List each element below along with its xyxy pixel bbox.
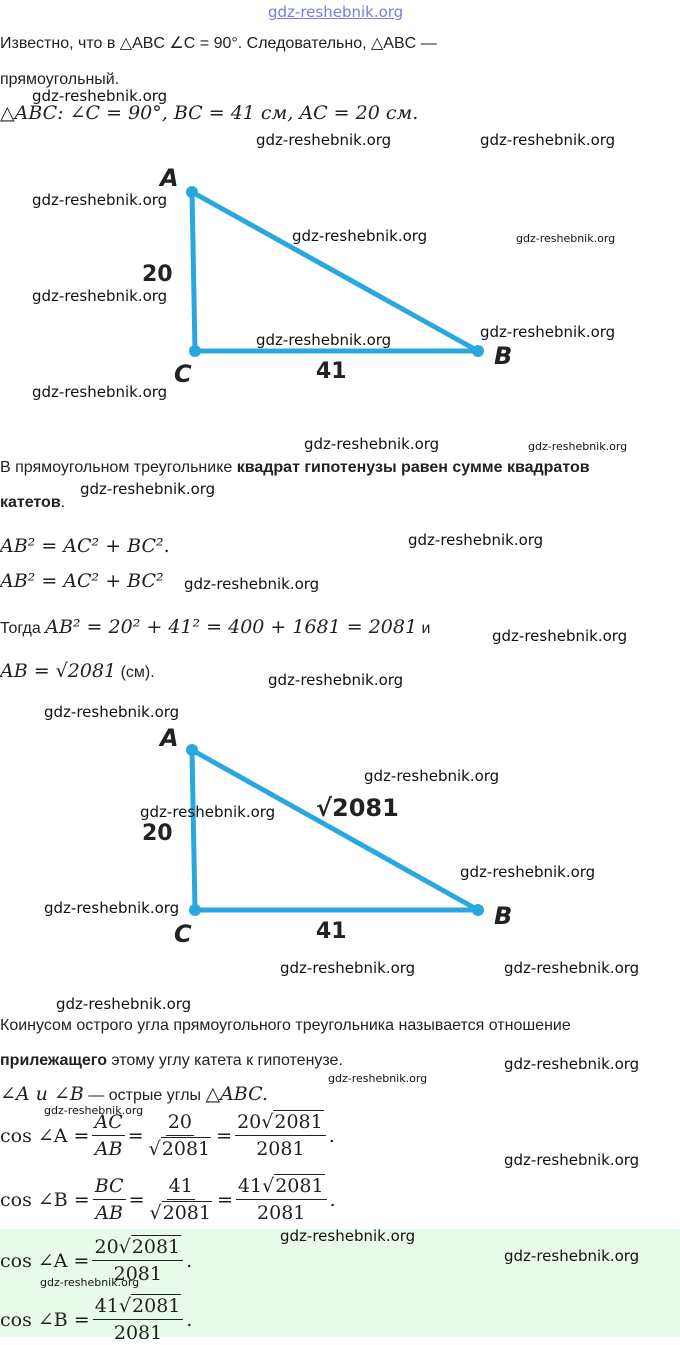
label-c: C: [174, 920, 192, 948]
acute-angles-line: ∠A и ∠B — острые углы △ABC.: [0, 1083, 269, 1105]
vertex-a: [186, 744, 198, 756]
label-bc: 41: [316, 919, 347, 944]
cos-b-derivation: cos ∠B = $\frac{BC}{AB}$ = $\frac{41}{√2081}$ = $\frac{41√2081}{2081}$ .: [0, 1175, 336, 1224]
watermark: gdz-reshebnik.org: [140, 803, 276, 821]
equation-3: Тогда AB² = 20² + 41² = 400 + 1681 = 2081 и: [0, 616, 431, 638]
watermark: gdz-reshebnik.org: [56, 995, 192, 1013]
vertex-c: [189, 345, 201, 357]
watermark: gdz-reshebnik.org: [504, 1151, 640, 1169]
watermark: gdz-reshebnik.org: [504, 1055, 640, 1073]
watermark: gdz-reshebnik.org: [516, 232, 616, 245]
watermark: gdz-reshebnik.org: [480, 323, 616, 341]
label-a: A: [160, 724, 179, 752]
label-ac: 20: [142, 262, 173, 287]
watermark: gdz-reshebnik.org: [504, 959, 640, 977]
vertex-c: [189, 904, 201, 916]
definition-line-1: Коинусом острого угла прямоугольного треугольника называется отношение: [0, 1017, 571, 1034]
side-ac: [192, 192, 195, 351]
vertex-b: [472, 904, 484, 916]
equation-2: AB² = AC² + BC²: [0, 570, 164, 592]
watermark: gdz-reshebnik.org: [504, 1247, 640, 1265]
watermark: gdz-reshebnik.org: [280, 1227, 416, 1245]
watermark: gdz-reshebnik.org: [492, 627, 628, 645]
watermark: gdz-reshebnik.org: [44, 1104, 144, 1117]
watermark: gdz-reshebnik.org: [256, 131, 392, 149]
watermark: gdz-reshebnik.org: [292, 227, 428, 245]
label-ab: √2081: [316, 794, 399, 822]
vertex-a: [186, 186, 198, 198]
intro-line-2: прямоугольный.: [0, 71, 120, 88]
vertex-b: [472, 345, 484, 357]
watermark: gdz-reshebnik.org: [184, 575, 320, 593]
side-ac: [192, 750, 195, 910]
watermark: gdz-reshebnik.org: [256, 331, 392, 349]
theorem-line-1: В прямоугольном треугольнике квадрат гипотенузы равен сумме квадратов: [0, 459, 590, 476]
equation-1: AB² = AC² + BC².: [0, 535, 170, 557]
watermark: gdz-reshebnik.org: [32, 287, 168, 305]
watermark: gdz-reshebnik.org: [480, 131, 616, 149]
watermark: gdz-reshebnik.org: [44, 703, 180, 721]
watermark: gdz-reshebnik.org: [32, 191, 168, 209]
label-bc: 41: [316, 359, 347, 384]
label-b: B: [494, 902, 513, 930]
label-c: C: [174, 360, 192, 388]
label-a: A: [160, 164, 179, 192]
definition-line-2: прилежащего этому углу катета к гипотенузе.: [0, 1052, 343, 1069]
watermark: gdz-reshebnik.org: [280, 959, 416, 977]
watermark: gdz-reshebnik.org: [528, 440, 628, 453]
side-ab: [192, 192, 478, 351]
watermark: gdz-reshebnik.org: [80, 480, 216, 498]
cos-a-derivation: cos ∠A = $\frac{AC}{AB}$ = $\frac{20}{√2081}$ = $\frac{20√2081}{2081}$ .: [0, 1111, 335, 1160]
intro-line-1: Известно, что в △ABC ∠C = 90°. Следовательно, △ABC —: [0, 35, 437, 52]
equation-4: AB = √2081 (см).: [0, 660, 155, 682]
watermark: gdz-reshebnik.org: [32, 87, 168, 105]
watermark: gdz-reshebnik.org: [44, 899, 180, 917]
triangle-figure-2: [0, 710, 680, 960]
watermark: gdz-reshebnik.org: [328, 1072, 428, 1085]
watermark: gdz-reshebnik.org: [364, 767, 500, 785]
watermark: gdz-reshebnik.org: [268, 671, 404, 689]
label-b: B: [494, 342, 513, 370]
watermark: gdz-reshebnik.org: [40, 1276, 140, 1289]
given-line: △ABC: ∠C = 90°, BC = 41 см, AC = 20 см.: [0, 102, 419, 124]
theorem-line-2: катетов.: [0, 494, 66, 511]
watermark: gdz-reshebnik.org: [304, 435, 440, 453]
triangle-figure-1: [0, 150, 680, 400]
watermark: gdz-reshebnik.org: [408, 531, 544, 549]
label-ac: 20: [142, 821, 173, 846]
answer-cos-a: cos ∠A = $\frac{20√2081}{2081}$ .: [0, 1236, 193, 1285]
watermark: gdz-reshebnik.org: [32, 383, 168, 401]
answer-cos-b: cos ∠B = $\frac{41√2081}{2081}$ .: [0, 1295, 193, 1344]
watermark-top: gdz-reshebnik.org: [268, 3, 404, 21]
watermark: gdz-reshebnik.org: [460, 863, 596, 881]
